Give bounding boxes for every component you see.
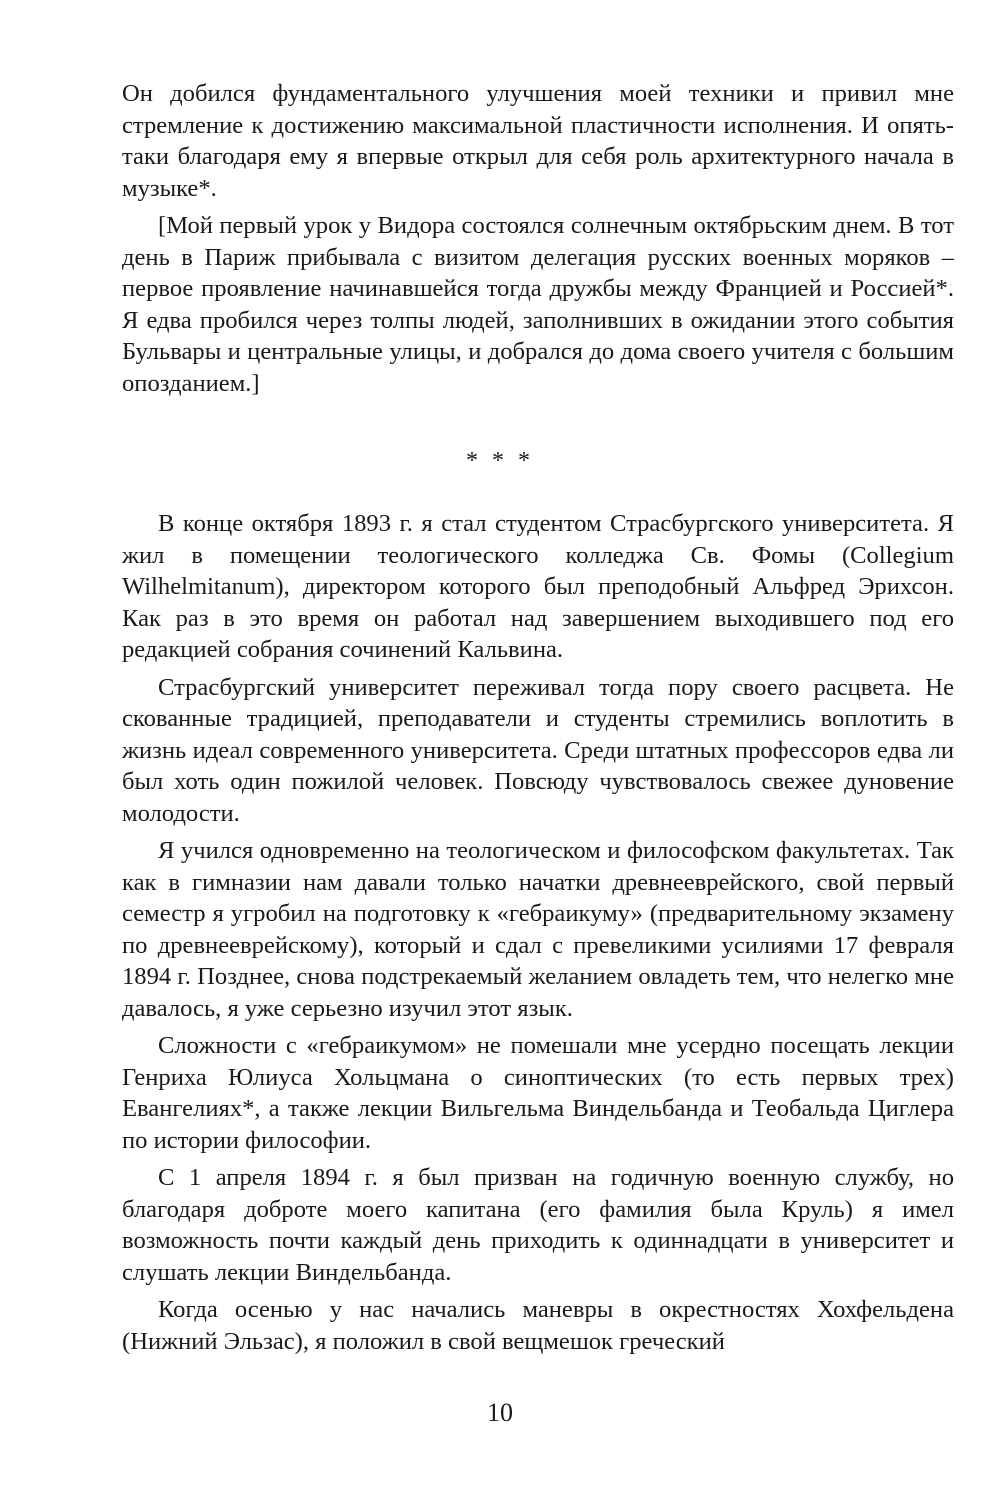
paragraph: В конце октября 1893 г. я стал студентом Страсбургского университета. Я жил в помещении теологического колледжа Св. Фомы (Collegium Wilhelmitanum), директором которого был преподобный Альфред Эрихсон. Как раз в это время он работал над завершением выходившего под его редакцией собрания сочинений Кальвина. (122, 510, 954, 663)
text-block-top (122, 78, 954, 399)
paragraph: Сложности с «гебраикумом» не помешали мне усердно посещать лекции Генриха Юлиуса Хольцмана о синоптических (то есть первых трех) Евангелиях*, а также лекции Вильгельма Виндельбанда и Теобальда Циглера по истории философии. (122, 1032, 954, 1154)
paragraph: Когда осенью у нас начались маневры в окрестностях Хохфельдена (Нижний Эльзас), я положил в свой вещмешок греческий (122, 1296, 954, 1355)
text-block-main (122, 508, 954, 1357)
paragraph-bracketed: [Мой первый урок у Видора состоялся солнечным октябрьским днем. В тот день в Париж прибывала с визитом делегация русских военных моряков – первое проявление начинавшейся тогда дружбы между Францией и Россией*. Я едва пробился через толпы людей, заполнивших в ожидании этого события Бульвары и центральные улицы, и добрался до дома своего учителя с большим опозданием.] (122, 212, 954, 397)
section-separator: * * * (466, 448, 534, 474)
paragraph-continuation: Он добился фундаментального улучшения моей техники и привил мне стремление к достижению максимальной пластичности исполнения. И опять-таки благодаря ему я впервые открыл для себя роль архитектурного начала в музыке*. (122, 80, 954, 202)
page-number: 10 (487, 1398, 513, 1427)
paragraph: Я учился одновременно на теологическом и философском факультетах. Так как в гимназии нам давали только начатки древнееврейского, свой первый семестр я угробил на подготовку к «гебраикуму» (предварительному экзамену по древнееврейскому), который и сдал с превеликими усилиями 17 февраля 1894 г. Позднее, снова подстрекаемый желанием овладеть тем, что нелегко мне давалось, я уже серьезно изучил этот язык. (122, 837, 954, 1022)
paragraph: Страсбургский университет переживал тогда пору своего расцвета. Не скованные традицией, преподаватели и студенты стремились воплотить в жизнь идеал современного университета. Среди штатных профессоров едва ли был хоть один пожилой человек. Повсюду чувствовалось свежее дуновение молодости. (122, 673, 954, 827)
paragraph: С 1 апреля 1894 г. я был призван на годичную военную службу, но благодаря доброте моего капитана (его фамилия была Круль) я имел возможность почти каждый день приходить к одиннадцати в университет и слушать лекции Виндельбанда. (122, 1164, 954, 1286)
